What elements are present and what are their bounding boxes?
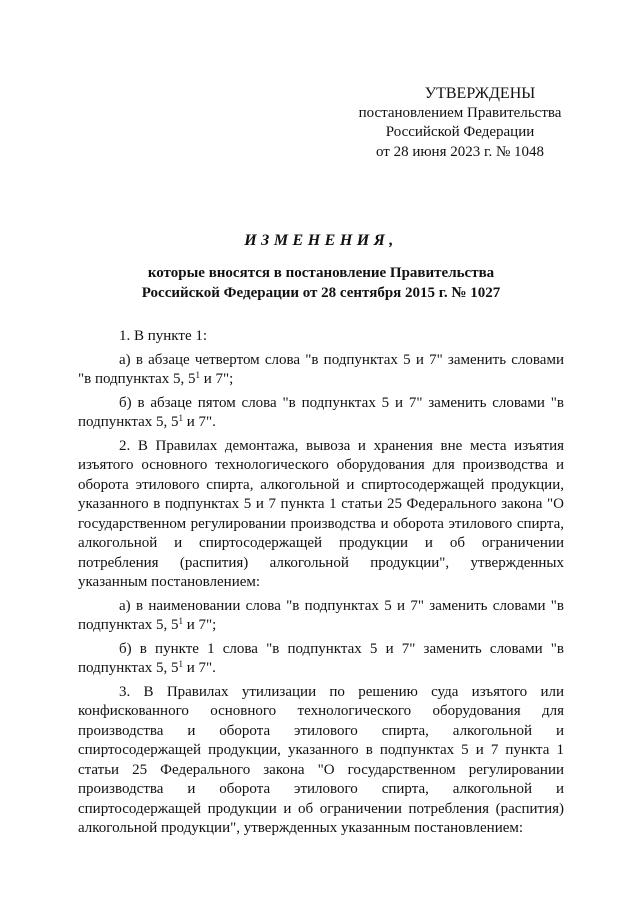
paragraph-1a: [78, 351, 564, 390]
paragraph-2: 2. В Правилах демонтажа, вывоза и хранения вне места изъятия изъятого основного технологического оборудования для производства и оборота этилового спирта, алкогольной и спиртосодержащей продукции, указанного в подпунктах 5 и 7 пункта 1 статьи 25 Федерального закона "О государственном регулировании производства и оборота этилового спирта, алкогольной и спиртосодержащей продукции и об ограничении потребления (распития) алкогольной продукции", утвержденных указанным постановлением:: [78, 437, 564, 590]
heading-block: [78, 232, 564, 303]
paragraph-2a-text: а) в наименовании слова "в подпунктах 5 и 7" заменить словами "в подпунктах 5, 5: [78, 597, 564, 633]
paragraph-1b-end: и 7".: [183, 414, 216, 430]
paragraph-1a-text: а) в абзаце четвертом слова "в подпунктах 5 и 7" заменить словами "в подпунктах 5, 5: [78, 351, 564, 387]
approval-line-1: постановлением Правительства: [358, 104, 562, 121]
paragraph-2a: [78, 597, 564, 636]
approval-line-2: Российской Федерации: [385, 124, 535, 140]
approval-line-3: от 28 июня 2023 г. № 1048: [375, 143, 545, 160]
superscript: 1: [178, 659, 184, 669]
paragraph-1a-end: и 7";: [199, 371, 234, 387]
superscript: 1: [178, 413, 184, 423]
superscript: 1: [178, 616, 184, 626]
document-body: [78, 327, 564, 843]
paragraph-1b: [78, 394, 564, 433]
paragraph-2b-text: б) в пункте 1 слова "в подпунктах 5 и 7" заменить словами "в подпунктах 5, 5: [78, 640, 564, 676]
paragraph-1b-text: б) в абзаце пятом слова "в подпунктах 5 и 7" заменить словами "в подпунктах 5, 5: [78, 394, 564, 430]
document-title: ИЗМЕНЕНИЯ,: [244, 232, 398, 249]
approval-block: [330, 84, 590, 162]
paragraph-2b: [78, 640, 564, 679]
paragraph-2b-end: и 7".: [183, 660, 216, 676]
subtitle-line-1: которые вносятся в постановление Правительства: [147, 265, 495, 281]
subtitle-line-2: Российской Федерации от 28 сентября 2015 г. № 1027: [141, 284, 501, 301]
approval-stamp: УТВЕРЖДЕНЫ: [424, 85, 536, 102]
superscript: 1: [195, 370, 200, 380]
paragraph-2a-end: и 7";: [183, 617, 217, 633]
paragraph-1: 1. В пункте 1:: [119, 328, 208, 344]
paragraph-3: 3. В Правилах утилизации по решению суда изъятого или конфискованного основного технологического оборудования для производства и оборота этилового спирта, алкогольной и спиртосодержащей продукции, указанного в подпунктах 5 и 7 пункта 1 статьи 25 Федерального закона "О государственном регулировании производства и оборота этилового спирта, алкогольной и спиртосодержащей продукции и об ограничении потребления (распития) алкогольной продукции", утвержденных указанным постановлением:: [78, 683, 564, 836]
